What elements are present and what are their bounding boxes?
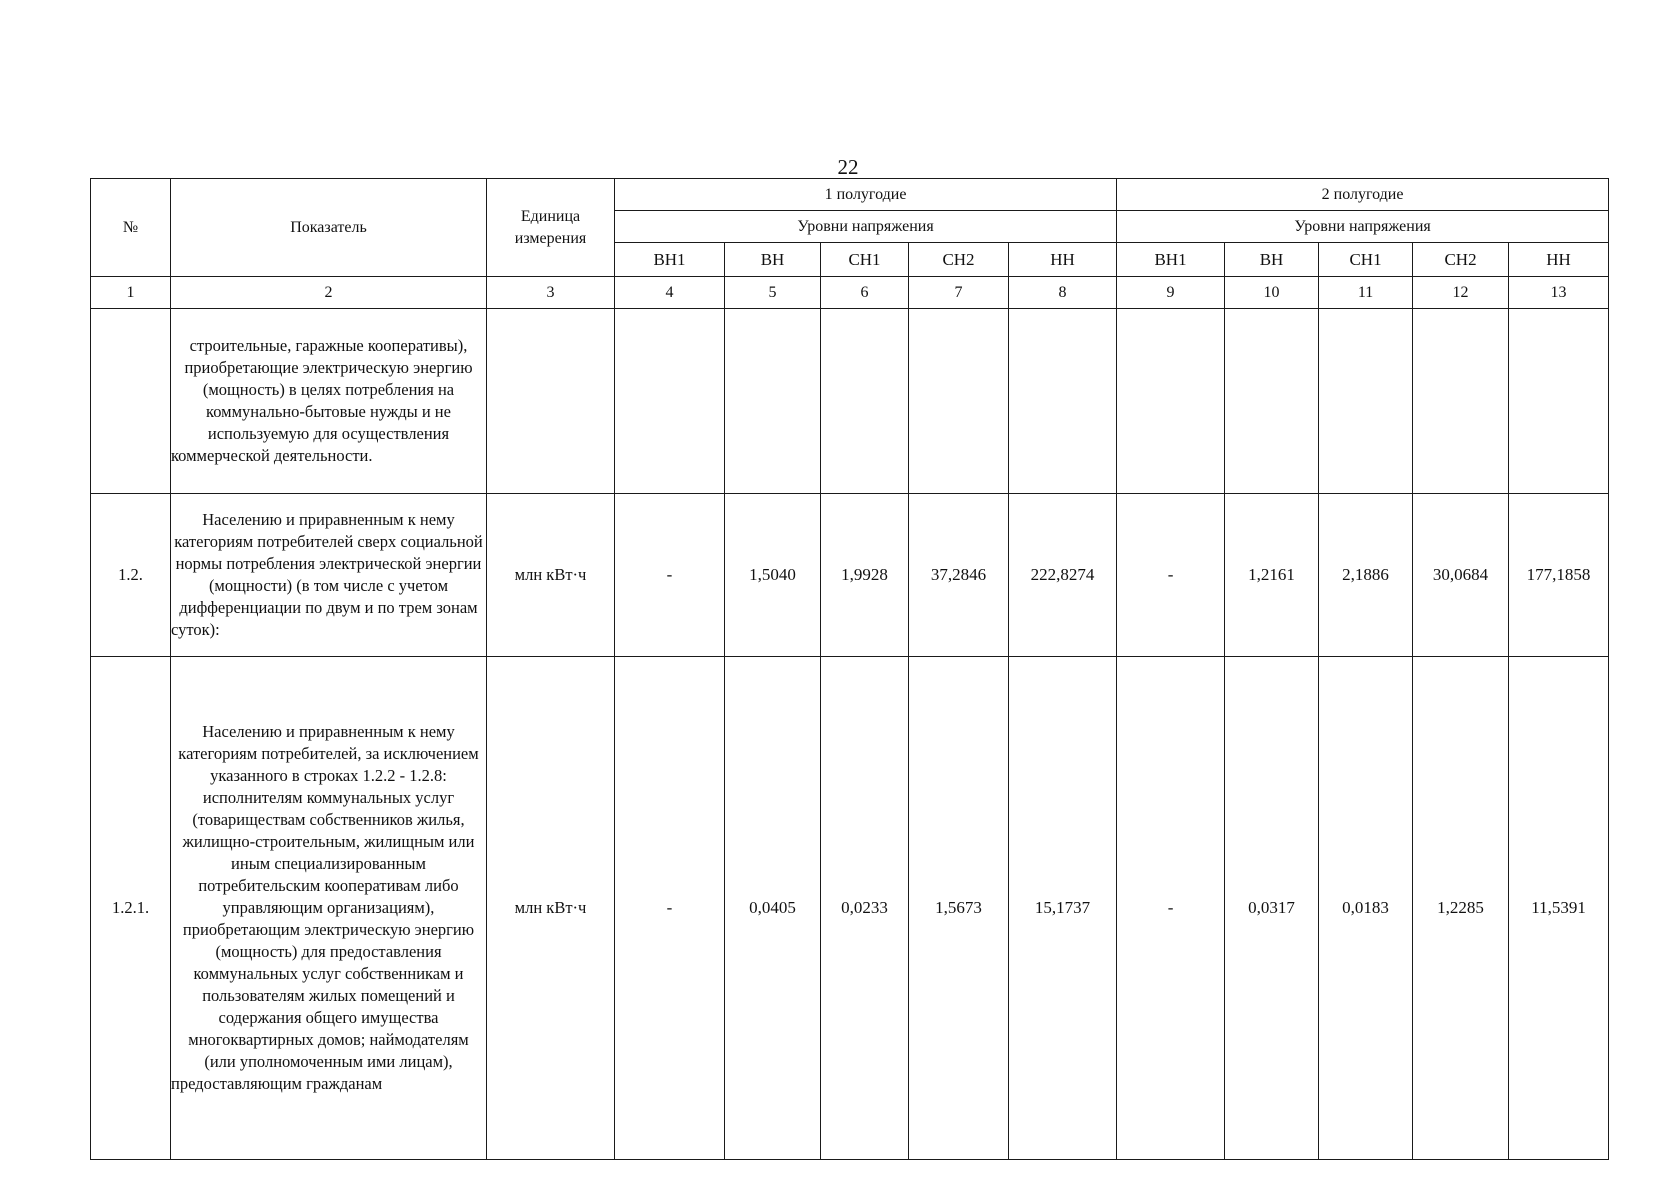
column-number: 5 (725, 277, 821, 309)
row-value: - (1117, 494, 1225, 657)
header-levels-2: Уровни напряжения (1117, 211, 1609, 243)
row-value: 177,1858 (1509, 494, 1609, 657)
column-number: 12 (1413, 277, 1509, 309)
level-h1-sn2: СН2 (909, 243, 1009, 277)
header-unit: Единица измерения (487, 179, 615, 277)
row-value: 222,8274 (1009, 494, 1117, 657)
column-number: 9 (1117, 277, 1225, 309)
column-number: 3 (487, 277, 615, 309)
row-value: 0,0317 (1225, 657, 1319, 1160)
row-unit: млн кВт·ч (487, 494, 615, 657)
row-value: 1,2161 (1225, 494, 1319, 657)
row-value: - (615, 494, 725, 657)
row-value: 37,2846 (909, 494, 1009, 657)
tariff-table (90, 178, 1609, 1160)
row-value: 1,5673 (909, 657, 1009, 1160)
column-number: 7 (909, 277, 1009, 309)
level-h2-vn1: ВН1 (1117, 243, 1225, 277)
row-value: 2,1886 (1319, 494, 1413, 657)
row-num: 1.2.1. (91, 657, 171, 1160)
row-value: 1,9928 (821, 494, 909, 657)
level-h1-vn1: ВН1 (615, 243, 725, 277)
row-value: 15,1737 (1009, 657, 1117, 1160)
row-value (725, 309, 821, 494)
header-row-halves (91, 179, 1609, 211)
column-number-row (91, 277, 1609, 309)
page-number: 22 (837, 155, 859, 179)
row-value: 0,0183 (1319, 657, 1413, 1160)
column-number: 2 (171, 277, 487, 309)
column-number: 10 (1225, 277, 1319, 309)
row-value: 1,5040 (725, 494, 821, 657)
row-value: 30,0684 (1413, 494, 1509, 657)
table-row (91, 657, 1609, 1160)
row-value (1413, 309, 1509, 494)
row-value: - (1117, 657, 1225, 1160)
row-unit: млн кВт·ч (487, 657, 615, 1160)
level-h2-sn1: СН1 (1319, 243, 1413, 277)
header-levels-1: Уровни напряжения (615, 211, 1117, 243)
row-value (615, 309, 725, 494)
row-value (1319, 309, 1413, 494)
row-value (1225, 309, 1319, 494)
header-half-2: 2 полугодие (1117, 179, 1609, 211)
row-indicator: строительные, гаражные кооперативы), приобретающие электрическую энергию (мощность) в целях потребления на коммунально-бытовые нужды и не используемую для осуществления коммерческой деятельности. (171, 309, 487, 494)
column-number: 11 (1319, 277, 1413, 309)
header-num: № (91, 179, 171, 277)
header-indicator: Показатель (171, 179, 487, 277)
row-indicator: Населению и приравненным к нему категориям потребителей, за исключением указанного в строках 1.2.2 - 1.2.8: исполнителям коммунальных услуг (товариществам собственников жилья, жилищно-строительным, жилищным или иным специализированным потребительским кооперативам либо управляющим организациям), приобретающим электрическую энергию (мощность) для предоставления коммунальных услуг собственникам и пользователям жилых помещений и содержания общего имущества многоквартирных домов; наймодателям (или уполномоченным ими лицам), предоставляющим гражданам (171, 657, 487, 1160)
table-row (91, 309, 1609, 494)
column-number: 13 (1509, 277, 1609, 309)
level-h2-sn2: СН2 (1413, 243, 1509, 277)
row-value (909, 309, 1009, 494)
row-value (1009, 309, 1117, 494)
level-h1-sn1: СН1 (821, 243, 909, 277)
row-value: 0,0233 (821, 657, 909, 1160)
row-value: 0,0405 (725, 657, 821, 1160)
row-value: 1,2285 (1413, 657, 1509, 1160)
row-unit (487, 309, 615, 494)
level-h2-nn: НН (1509, 243, 1609, 277)
table-row (91, 494, 1609, 657)
row-value: - (615, 657, 725, 1160)
column-number: 8 (1009, 277, 1117, 309)
row-value: 11,5391 (1509, 657, 1609, 1160)
row-value (1117, 309, 1225, 494)
header-half-1: 1 полугодие (615, 179, 1117, 211)
column-number: 6 (821, 277, 909, 309)
row-indicator: Населению и приравненным к нему категориям потребителей сверх социальной нормы потребления электрической энергии (мощности) (в том числе с учетом дифференциации по двум и по трем зонам суток): (171, 494, 487, 657)
level-h1-nn: НН (1009, 243, 1117, 277)
row-num (91, 309, 171, 494)
column-number: 1 (91, 277, 171, 309)
column-number: 4 (615, 277, 725, 309)
level-h1-vn: ВН (725, 243, 821, 277)
row-num: 1.2. (91, 494, 171, 657)
row-value (821, 309, 909, 494)
level-h2-vn: ВН (1225, 243, 1319, 277)
row-value (1509, 309, 1609, 494)
